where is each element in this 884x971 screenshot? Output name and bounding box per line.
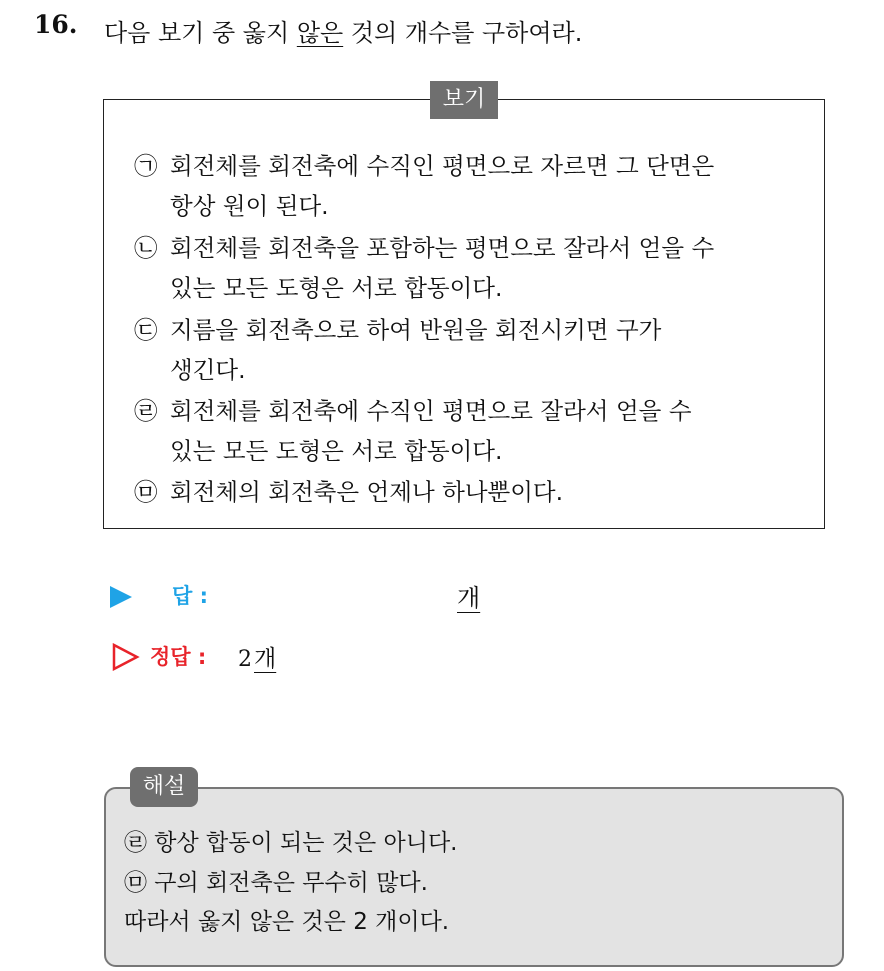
correct-answer-number: 2	[238, 647, 252, 672]
outline-triangle-icon	[112, 643, 140, 671]
bogi-item-line1: 회전체를 회전축에 수직인 평면으로 잘라서 얻을 수	[170, 397, 692, 425]
question-text-before: 다음 보기 중 옳지	[104, 19, 297, 47]
question-number: 16.	[34, 10, 78, 39]
question-text	[104, 13, 582, 48]
bogi-item-5	[134, 472, 563, 512]
bogi-item-line1: 지름을 회전축으로 하여 반원을 회전시키면 구가	[170, 316, 662, 344]
bogi-item-line2: 있는 모든 도형은 서로 합동이다.	[170, 437, 503, 465]
bogi-item-line2: 생긴다.	[170, 356, 246, 384]
bogi-item-mark: ㉠	[134, 152, 158, 180]
bogi-item-4	[134, 391, 692, 471]
bogi-item-2	[134, 228, 714, 308]
explanation-line-2: ㉤ 구의 회전축은 무수히 많다.	[124, 870, 428, 896]
bogi-item-line1: 회전체의 회전축은 언제나 하나뿐이다.	[170, 478, 564, 506]
explanation-line-1: ㉣ 항상 합동이 되는 것은 아니다.	[124, 830, 458, 856]
explanation-line-3: 따라서 옳지 않은 것은 2 개이다.	[124, 909, 450, 935]
question-text-underlined: 않은	[296, 19, 344, 47]
answer-label: 답 :	[172, 584, 208, 608]
bogi-item-line2: 항상 원이 된다.	[170, 192, 329, 220]
bogi-item-mark: ㉡	[134, 234, 158, 262]
bogi-item-line1: 회전체를 회전축에 수직인 평면으로 자르면 그 단면은	[170, 152, 715, 180]
bogi-item-3	[134, 310, 661, 390]
correct-answer-row	[112, 640, 512, 676]
correct-answer-label: 정답 :	[150, 645, 207, 669]
correct-answer-value	[238, 640, 276, 673]
correct-answer-unit: 개	[254, 646, 277, 672]
bogi-item-mark: ㉢	[134, 316, 158, 344]
bogi-item-mark: ㉣	[134, 397, 158, 425]
answer-unit: 개	[457, 584, 481, 612]
answer-row	[110, 578, 610, 614]
play-triangle-icon	[110, 586, 132, 608]
bogi-item-line2: 있는 모든 도형은 서로 합동이다.	[170, 274, 503, 302]
bogi-item-line1: 회전체를 회전축을 포함하는 평면으로 잘라서 얻을 수	[170, 234, 715, 262]
question-text-after: 것의 개수를 구하여라.	[343, 19, 583, 47]
explanation-title: 해설	[130, 767, 198, 807]
bogi-item-1	[134, 146, 714, 226]
bogi-item-mark: ㉤	[134, 478, 158, 506]
bogi-title: 보기	[430, 81, 498, 119]
